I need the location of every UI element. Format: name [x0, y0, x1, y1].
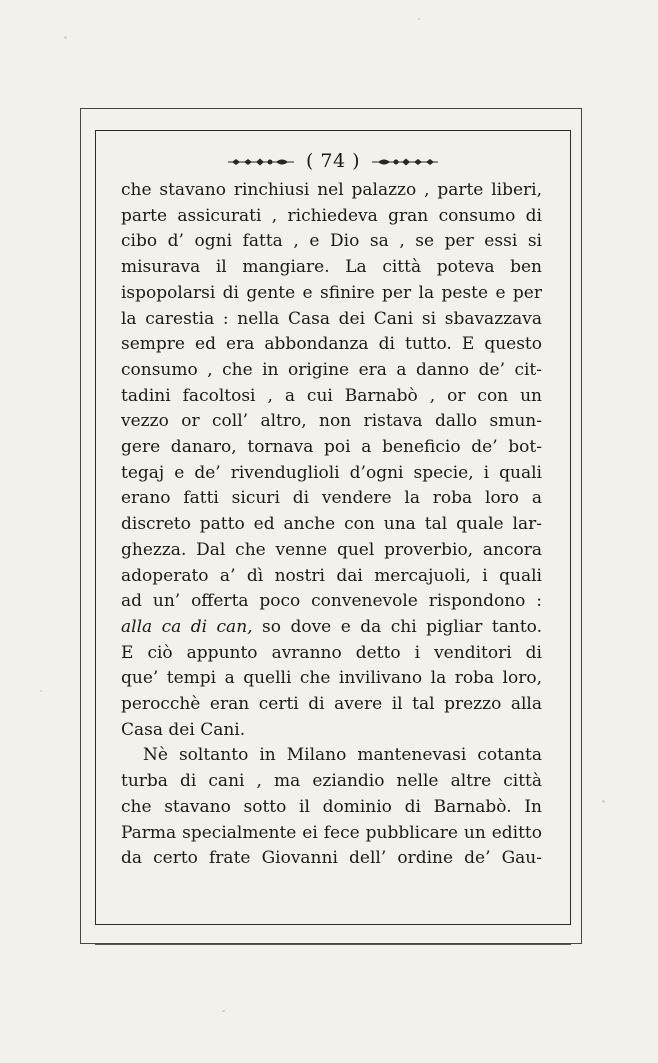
text-line: perocchè eran certi di avere il tal prezzo alla — [121, 694, 542, 715]
paper-speck — [64, 36, 67, 39]
text-line: tadini facoltosi , a cui Barnabò , or con un — [121, 385, 542, 406]
text-line: gere danaro, tornava poi a beneficio de’ bot- — [121, 437, 542, 458]
text-line: da certo frate Giovanni dell’ ordine de’ Gau- — [121, 848, 542, 869]
paragraph-end-line: Casa dei Cani. — [121, 719, 246, 740]
text-line: E ciò appunto avranno detto i venditori di — [121, 642, 542, 663]
paper-speck — [222, 1010, 225, 1012]
line-continuation: so dove e da chi pigliar tanto. — [252, 616, 542, 637]
text-line: erano fatti sicuri di vendere la roba loro a — [121, 488, 542, 509]
paper-speck — [602, 800, 605, 803]
paper-speck — [418, 18, 420, 20]
text-line: tegaj e de’ rivenduglioli d’ogni specie, i quali — [121, 462, 542, 483]
italic-phrase: alla ca di can, — [121, 616, 253, 637]
text-line: turba di cani , ma eziandio nelle altre città — [121, 771, 542, 792]
text-line: parte assicurati , richiedeva gran consumo di — [121, 205, 542, 226]
text-line: vezzo or coll’ altro, non ristava dallo smun- — [121, 411, 542, 432]
text-line: ghezza. Dal che venne quel proverbio, ancora — [121, 539, 542, 560]
page-header — [95, 148, 571, 174]
text-line: cibo d’ ogni fatta , e Dio sa , se per essi si — [121, 231, 542, 252]
text-line: che stavano sotto il dominio di Barnabò. In — [121, 796, 542, 817]
footer-rule — [95, 944, 571, 945]
text-line: che stavano rinchiusi nel palazzo , parte liberi, — [121, 180, 542, 200]
body-text — [121, 178, 542, 872]
text-line: que’ tempi a quelli che invilivano la roba loro, — [121, 668, 542, 689]
paragraph-start-line: Nè soltanto in Milano mantenevasi cotanta — [143, 745, 542, 766]
text-line: la carestia : nella Casa dei Cani si sbavazzava — [121, 308, 542, 329]
text-line: discreto patto ed anche con una tal quale lar- — [121, 514, 542, 535]
text-line: consumo , che in origine era a danno de’ cit- — [121, 359, 542, 380]
text-line: sempre ed era abbondanza di tutto. E questo — [121, 334, 542, 355]
text-line-with-italic — [121, 615, 542, 641]
page-number: ( 74 ) — [305, 150, 361, 172]
text-line: ad un’ offerta poco convenevole rispondono : — [121, 591, 542, 612]
left-ornament-icon — [226, 157, 296, 167]
text-line: adoperato a’ dì nostri dai mercajuoli, i quali — [121, 565, 542, 586]
text-line: Parma specialmente ei fece pubblicare un editto — [121, 822, 542, 843]
text-line: ispopolarsi di gente e sfinire per la peste e per — [121, 282, 542, 303]
paper-speck — [40, 690, 42, 692]
text-line: misurava il mangiare. La città poteva ben — [121, 257, 542, 278]
right-ornament-icon — [370, 157, 440, 167]
